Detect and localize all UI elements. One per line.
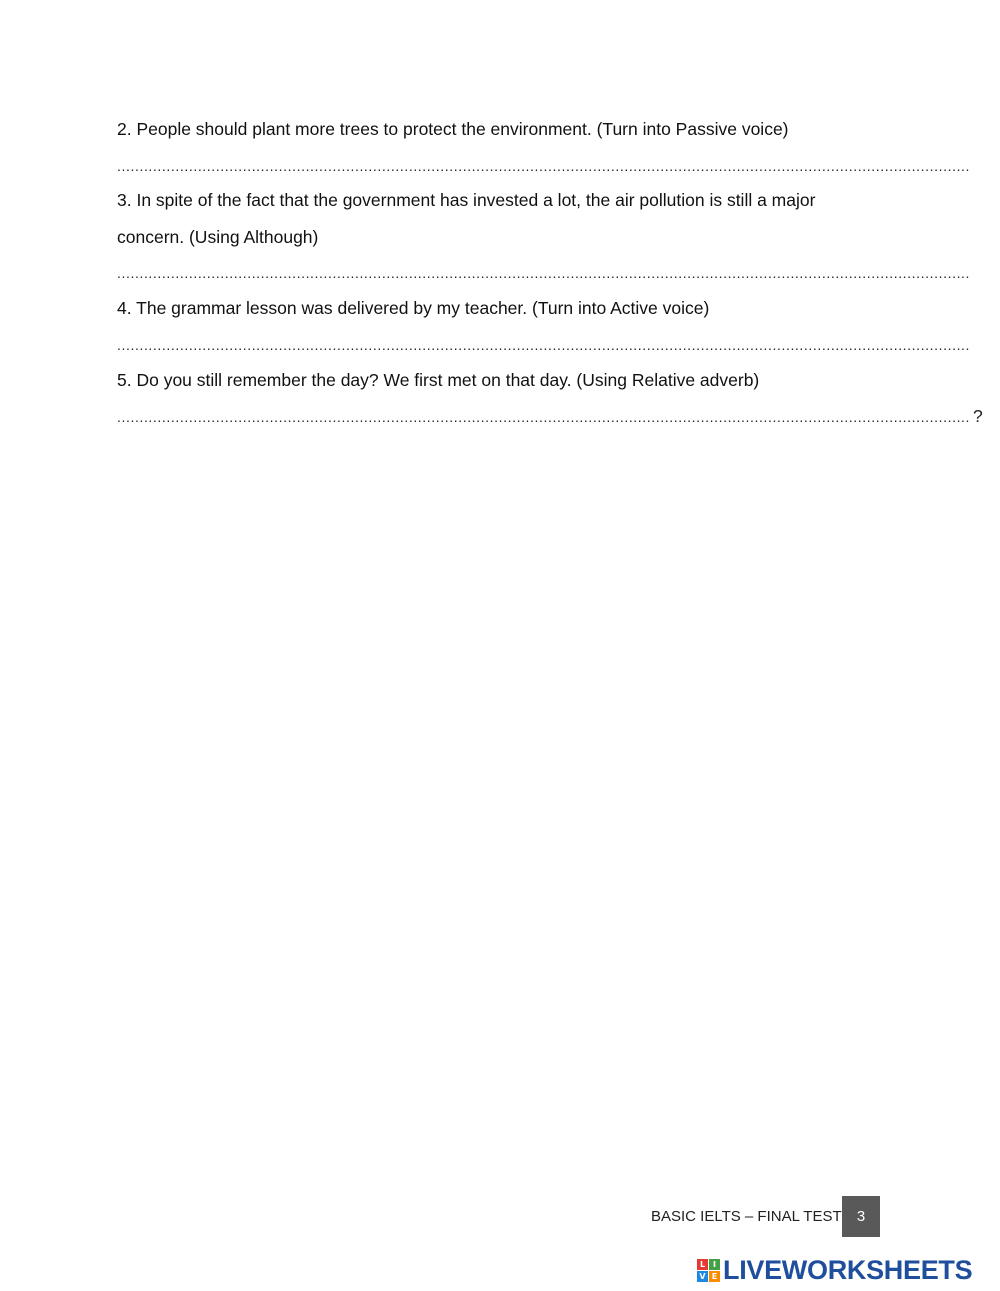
answer-line-5-question-mark: ? [973,406,983,426]
logo-letter-i: I [709,1259,720,1270]
page-number: 3 [856,1208,866,1225]
answer-line-4[interactable]: .............................................................................................................................................................................................. [117,337,971,353]
question-3-text-line-2: concern. (Using Although) [117,227,319,247]
brand-name: LIVEWORKSHEETS [723,1254,973,1285]
logo-letter-v: V [697,1271,708,1282]
answer-line-3[interactable]: .............................................................................................................................................................................................. [117,265,971,281]
answer-line-5[interactable] [117,405,983,427]
logo-letter-l: L [697,1259,708,1270]
question-2-text: 2. People should plant more trees to protect the environment. (Turn into Passive voice) [117,119,789,139]
live-logo-icon [697,1259,720,1282]
question-4-text: 4. The grammar lesson was delivered by my teacher. (Turn into Active voice) [117,298,710,318]
question-3-text-line-1: 3. In spite of the fact that the government has invested a lot, the air pollution is still a major [117,190,816,210]
question-5-text: 5. Do you still remember the day? We first met on that day. (Using Relative adverb) [117,370,760,390]
logo-letter-e: E [709,1271,720,1282]
answer-line-2[interactable]: .............................................................................................................................................................................................. [117,158,971,174]
page-number-badge [842,1196,880,1237]
footer-title: BASIC IELTS – FINAL TEST [651,1208,842,1225]
liveworksheets-logo[interactable] [697,1255,972,1285]
answer-line-5-dots: .............................................................................................................................................................................................. [117,409,971,425]
